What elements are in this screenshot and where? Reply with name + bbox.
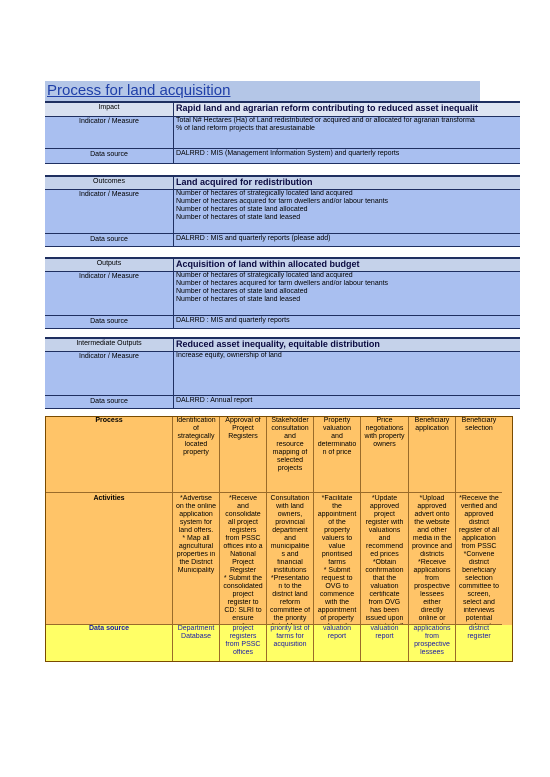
text-line: and <box>237 503 249 510</box>
text-line: directly <box>420 607 444 614</box>
outputs-source: DALRRD : MIS and quarterly reports <box>173 316 520 328</box>
text-line: OVG to <box>325 583 349 590</box>
outputs-section <box>45 257 520 329</box>
text-line: report <box>327 633 347 640</box>
text-line: financial <box>277 559 303 566</box>
text-line: register <box>467 633 491 640</box>
text-line: of <box>193 425 199 432</box>
text-line: prioritised <box>321 551 353 558</box>
text-line: lessees <box>420 591 444 598</box>
text-line: district <box>468 559 490 566</box>
text-line: department <box>272 527 308 534</box>
text-line: properties in <box>176 551 216 558</box>
source-step-3 <box>314 625 361 661</box>
intermediate-section <box>45 337 520 409</box>
text-line: ensure <box>232 615 254 622</box>
activity-step-4 <box>361 493 409 625</box>
impact-indicator-label: Indicator / Measure <box>79 118 139 125</box>
text-line: Consultation <box>270 495 310 502</box>
text-line: the District <box>179 559 213 566</box>
text-line: selection <box>465 575 493 582</box>
text-line: located <box>184 441 208 448</box>
text-line: *Facilitate <box>321 495 353 502</box>
text-line: Property <box>323 417 351 424</box>
text-line: *Upload <box>419 495 445 502</box>
text-line: lessees <box>420 649 444 656</box>
page-title-bar <box>45 81 480 101</box>
outcomes-section <box>45 175 520 247</box>
text-line: prospective <box>414 583 450 590</box>
source-step-6 <box>456 625 502 661</box>
activities-row <box>46 493 512 625</box>
text-line: * Submit <box>323 567 351 574</box>
text-line: Identification <box>176 417 216 424</box>
text-line: select and <box>463 599 495 606</box>
activity-step-3 <box>314 493 361 625</box>
text-line: with property <box>364 433 405 440</box>
intermediate-label: Intermediate Outputs <box>45 339 173 351</box>
text-line: project <box>373 511 395 518</box>
text-line: project <box>232 591 254 598</box>
outputs-source-label: Data source <box>90 318 128 325</box>
text-line: acquisition <box>273 641 307 648</box>
text-line: institutions <box>273 567 307 574</box>
text-line: *Presentatio <box>270 575 310 582</box>
text-line: district land <box>272 591 308 598</box>
text-line: Stakeholder <box>271 417 309 424</box>
outputs-indicator-line: Number of hectares of strategically located land acquired <box>176 272 353 279</box>
process-step-0 <box>173 417 220 493</box>
text-line: with land <box>276 503 304 510</box>
impact-source: DALRRD : MIS (Management Information System) and quarterly reports <box>173 149 520 163</box>
intermediate-source: DALRRD : Annual report <box>173 396 520 408</box>
activities-label: Activities <box>46 493 173 625</box>
text-line: *Convene <box>463 551 495 558</box>
outcomes-indicator-line: Number of hectares acquired for farm dwellers and/or labour tenants <box>176 198 389 205</box>
activity-step-0 <box>173 493 220 625</box>
text-line: and <box>284 535 296 542</box>
process-step-3 <box>314 417 361 493</box>
text-line: issued upon <box>365 615 404 622</box>
text-line: reform <box>279 599 301 606</box>
text-line: Registers <box>228 433 258 440</box>
text-line: * Submit the <box>223 575 263 582</box>
text-line: advert onto <box>414 511 450 518</box>
outputs-indicator-line: Number of hectares of state land leased <box>176 296 301 303</box>
text-line: committee of <box>269 607 311 614</box>
process-step-2 <box>267 417 314 493</box>
text-line: applications <box>413 567 451 574</box>
process-table <box>45 416 513 662</box>
intermediate-heading: Reduced asset inequality, equitable distribution <box>173 339 520 351</box>
text-line: Project <box>232 425 254 432</box>
text-line: offices <box>232 649 254 656</box>
text-line: resource <box>276 441 304 448</box>
text-line: approved <box>464 511 494 518</box>
text-line: n of price <box>322 449 352 456</box>
text-line: certificate <box>369 591 400 598</box>
activity-step-6 <box>456 493 502 625</box>
intermediate-indicators <box>173 352 520 395</box>
text-line: strategically <box>177 433 215 440</box>
outputs-indicator-line: Number of hectares acquired for farm dwellers and/or labour tenants <box>176 280 389 287</box>
outputs-indicators <box>173 272 520 315</box>
source-step-1 <box>220 625 267 661</box>
text-line: beneficiary <box>462 567 496 574</box>
text-line: from PSSC <box>461 543 497 550</box>
text-line: district <box>468 625 490 632</box>
source-step-4 <box>361 625 409 661</box>
text-line: valuation <box>370 625 399 632</box>
impact-indicators <box>173 117 520 148</box>
text-line: on the online <box>175 503 217 510</box>
text-line: from <box>425 633 439 640</box>
text-line: online or <box>418 615 446 622</box>
text-line: the <box>332 503 342 510</box>
text-line: of the <box>328 519 346 526</box>
text-line: and <box>331 433 343 440</box>
text-line: farms <box>328 559 346 566</box>
text-line: mapping of <box>272 449 308 456</box>
text-line: *Obtain <box>372 559 397 566</box>
text-line: of property <box>320 615 354 622</box>
text-line: interviews <box>463 607 495 614</box>
process-label: Process <box>46 417 173 493</box>
text-line: property <box>183 449 209 456</box>
text-line: *Receive <box>228 495 257 502</box>
text-line: application <box>462 535 496 542</box>
outcomes-indicator-label: Indicator / Measure <box>79 191 139 198</box>
text-line: Municipality <box>177 567 215 574</box>
outcomes-source-label: Data source <box>90 236 128 243</box>
text-line: application <box>415 425 449 432</box>
text-line: media in the <box>412 535 452 542</box>
source-step-2 <box>267 625 314 661</box>
text-line: approved <box>417 503 447 510</box>
text-line: the website <box>414 519 450 526</box>
text-line: either <box>423 599 441 606</box>
impact-section <box>45 101 520 164</box>
text-line: screen, <box>467 591 491 598</box>
text-line: *Update <box>371 495 398 502</box>
text-line: districts <box>420 551 444 558</box>
text-line: register to <box>227 599 259 606</box>
activity-step-5 <box>409 493 456 625</box>
text-line: selection <box>465 425 493 432</box>
text-line: owners, <box>277 511 303 518</box>
text-line: commence <box>319 591 355 598</box>
text-line: Database <box>181 633 211 640</box>
outputs-label: Outputs <box>45 259 173 271</box>
text-line: confirmation <box>365 567 404 574</box>
text-line: National <box>230 551 256 558</box>
process-step-5 <box>409 417 456 493</box>
text-line: the priority <box>273 615 307 622</box>
text-line: offices into a <box>223 543 263 550</box>
text-line: municipalitie <box>270 543 310 550</box>
process-step-4 <box>361 417 409 493</box>
text-line: from PSSC <box>225 641 261 648</box>
page-title: Process for land acquisition <box>47 82 231 99</box>
outcomes-indicators <box>173 190 520 233</box>
text-line: consolidated <box>223 583 263 590</box>
text-line: Project <box>232 559 254 566</box>
text-line: Beneficiary <box>461 417 497 424</box>
text-line: Approval of <box>225 417 261 424</box>
text-line: register of all <box>458 527 500 534</box>
outcomes-indicator-line: Number of hectares of strategically located land acquired <box>176 190 353 197</box>
intermediate-indicator-label: Indicator / Measure <box>79 353 139 360</box>
text-line: determinatio <box>317 441 357 448</box>
text-line: approved <box>369 503 400 510</box>
text-line: s and <box>281 551 299 558</box>
text-line: application <box>179 511 213 518</box>
text-line: report <box>375 633 394 640</box>
text-line: committee to <box>458 583 500 590</box>
text-line: with the <box>324 599 350 606</box>
text-line: registers <box>229 527 257 534</box>
text-line: applications <box>413 625 451 632</box>
text-line: request to <box>321 575 353 582</box>
impact-indicator-line: % of land reform projects that aresustainable <box>176 125 315 132</box>
text-line: project <box>232 625 254 632</box>
text-line: projects <box>277 465 303 472</box>
text-line: registers <box>229 633 257 640</box>
source-step-0 <box>173 625 220 661</box>
outputs-indicator-label: Indicator / Measure <box>79 273 139 280</box>
text-line: owners <box>373 441 396 448</box>
impact-indicator-line: Total N# Hectares (Ha) of Land redistributed or acquired and or allocated for agrarian transforma <box>176 117 475 124</box>
text-line: that the <box>372 575 397 582</box>
outcomes-heading: Land acquired for redistribution <box>173 177 520 189</box>
outcomes-indicator-line: Number of hectares of state land allocated <box>176 206 308 213</box>
text-line: valuation <box>370 583 399 590</box>
outcomes-label: Outcomes <box>45 177 173 189</box>
text-line: consultation <box>271 425 309 432</box>
text-line: n to the <box>278 583 302 590</box>
process-step-6 <box>456 417 502 493</box>
text-line: appointment <box>317 511 357 518</box>
text-line: land offers. <box>178 527 214 534</box>
text-line: Beneficiary <box>414 417 450 424</box>
text-line: and <box>378 535 391 542</box>
text-line: potential <box>465 615 493 622</box>
impact-source-label: Data source <box>90 151 128 158</box>
text-line: Price <box>376 417 393 424</box>
text-line: has been <box>370 607 399 614</box>
process-row <box>46 417 512 493</box>
text-line: negotiations <box>365 425 404 432</box>
text-line: valuers to <box>321 535 353 542</box>
text-line: and <box>284 433 296 440</box>
source-step-5 <box>409 625 456 661</box>
text-line: agricultural <box>178 543 214 550</box>
text-line: Department <box>177 625 215 632</box>
outcomes-source: DALRRD : MIS and quarterly reports (please add) <box>173 234 520 246</box>
text-line: and other <box>417 527 447 534</box>
text-line: * Map all <box>182 535 210 542</box>
text-line: valuations <box>368 527 401 534</box>
outcomes-indicator-line: Number of hectares of state land leased <box>176 214 301 221</box>
text-line: from PSSC <box>225 535 261 542</box>
text-line: from <box>425 575 439 582</box>
process-source-row <box>46 625 512 661</box>
outputs-heading: Acquisition of land within allocated budget <box>173 259 520 271</box>
text-line: recommend <box>366 543 403 550</box>
text-line: *Advertise <box>180 495 212 502</box>
activity-step-2 <box>267 493 314 625</box>
process-step-1 <box>220 417 267 493</box>
intermediate-source-label: Data source <box>90 398 128 405</box>
text-line: register with <box>365 519 404 526</box>
text-line: *Receive <box>417 559 446 566</box>
process-source-label: Data source <box>46 625 173 661</box>
text-line: *Receive the <box>459 495 499 502</box>
text-line: selected <box>276 457 304 464</box>
text-line: provincial <box>275 519 305 526</box>
text-line: district <box>468 519 490 526</box>
text-line: prospective <box>414 641 450 648</box>
text-line: priority list of <box>270 625 310 632</box>
text-line: farms for <box>276 633 304 640</box>
text-line: valuation <box>322 425 352 432</box>
text-line: consolidate <box>225 511 261 518</box>
intermediate-indicator-line: Increase equity, ownership of land <box>176 352 282 359</box>
text-line: valuation <box>322 625 352 632</box>
impact-heading: Rapid land and agrarian reform contributing to reduced asset inequalit <box>173 103 520 116</box>
text-line: verified and <box>460 503 498 510</box>
text-line: from OVG <box>368 599 401 606</box>
text-line: ed prices <box>370 551 399 558</box>
text-line: CD: SLRI to <box>224 607 262 614</box>
text-line: all project <box>228 519 258 526</box>
text-line: province and <box>411 543 453 550</box>
text-line: value <box>328 543 346 550</box>
text-line: appointment <box>317 607 357 614</box>
outputs-indicator-line: Number of hectares of state land allocated <box>176 288 308 295</box>
text-line: Register <box>229 567 257 574</box>
impact-label: Impact <box>45 103 173 116</box>
activity-step-1 <box>220 493 267 625</box>
text-line: system for <box>179 519 213 526</box>
text-line: property <box>324 527 350 534</box>
